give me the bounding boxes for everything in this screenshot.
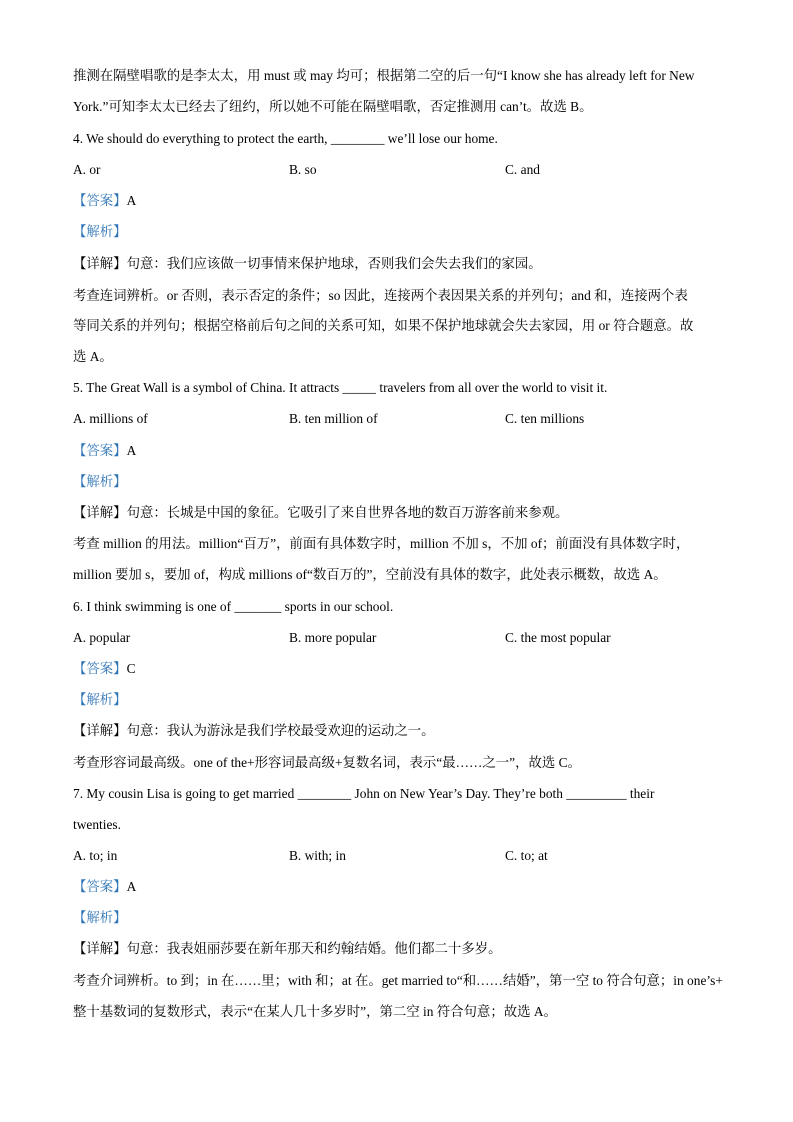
analysis-label: 【解析】 [73, 474, 127, 489]
answer-value: A [126, 193, 137, 208]
question-5-explanation-2: million 要加 s，要加 of，构成 millions of“数百万的”，空前没有具体的数字，此处表示概数，故选 A。 [73, 567, 667, 582]
answer-label: 【答案】 [73, 661, 127, 676]
question-6-analysis-label [73, 692, 725, 708]
question-7-detail [73, 941, 725, 957]
detail-text: 句意：我们应该做一切事情来保护地球，否则我们会失去我们的家园。 [126, 256, 542, 271]
option-c: C. the most popular [505, 630, 611, 645]
option-b: B. ten million of [289, 411, 378, 426]
question-6-detail [73, 723, 725, 739]
answer-label: 【答案】 [73, 879, 127, 894]
question-5-answer [73, 443, 725, 459]
question-7-stem-1: 7. My cousin Lisa is going to get married ________ John on New Year’s Day. They’re both _________ their [73, 786, 655, 801]
question-7-analysis-label [73, 910, 725, 926]
option-c: C. ten millions [505, 411, 585, 426]
intro-line-2: York.”可知李太太已经去了纽约，所以她不可能在隔壁唱歌，否定推测用 can’t。故选 B。 [73, 99, 593, 114]
detail-label: 【详解】 [73, 256, 127, 271]
detail-label: 【详解】 [73, 505, 127, 520]
question-6-explanation-1: 考查形容词最高级。one of the+形容词最高级+复数名词，表示“最……之一”，故选 C。 [73, 755, 581, 770]
question-4-detail [73, 256, 725, 272]
answer-value: C [126, 661, 136, 676]
option-a: A. millions of [73, 411, 148, 426]
question-4-explanation-3: 选 A。 [73, 349, 113, 364]
question-5-stem: 5. The Great Wall is a symbol of China. It attracts _____ travelers from all over the world to visit it. [73, 380, 608, 395]
question-7-answer [73, 879, 725, 895]
intro-line-1: 推测在隔壁唱歌的是李太太，用 must 或 may 均可；根据第二空的后一句“I know she has already left for New [73, 68, 695, 83]
option-a: A. popular [73, 630, 131, 645]
detail-text: 句意：我表姐丽莎要在新年那天和约翰结婚。他们都二十多岁。 [126, 941, 502, 956]
question-4-explanation-1: 考查连词辨析。or 否则，表示否定的条件；so 因此，连接两个表因果关系的并列句；and 和，连接两个表 [73, 288, 688, 303]
option-c: C. to; at [505, 848, 548, 863]
option-a: A. or [73, 162, 101, 177]
detail-text: 句意：长城是中国的象征。它吸引了来自世界各地的数百万游客前来参观。 [126, 505, 569, 520]
detail-label: 【详解】 [73, 723, 127, 738]
question-4-stem: 4. We should do everything to protect the earth, ________ we’ll lose our home. [73, 131, 498, 146]
question-4-answer [73, 193, 725, 209]
question-5-analysis-label [73, 474, 725, 490]
answer-value: A [126, 443, 137, 458]
question-7-explanation-2: 整十基数词的复数形式，表示“在某人几十多岁时”，第二空 in 符合句意；故选 A。 [73, 1004, 557, 1019]
question-6-stem: 6. I think swimming is one of _______ sports in our school. [73, 599, 394, 614]
question-5-detail [73, 505, 725, 521]
option-b: B. more popular [289, 630, 377, 645]
analysis-label: 【解析】 [73, 224, 127, 239]
answer-value: A [126, 879, 137, 894]
answer-label: 【答案】 [73, 193, 127, 208]
analysis-label: 【解析】 [73, 692, 127, 707]
question-6-answer [73, 661, 725, 677]
answer-label: 【答案】 [73, 443, 127, 458]
question-7-explanation-1: 考查介词辨析。to 到；in 在……里；with 和；at 在。get married to“和……结婚”，第一空 to 符合句意；in one’s+ [73, 973, 723, 988]
option-a: A. to; in [73, 848, 118, 863]
option-b: B. so [289, 162, 317, 177]
analysis-label: 【解析】 [73, 910, 127, 925]
detail-label: 【详解】 [73, 941, 127, 956]
question-7-stem-2: twenties. [73, 817, 121, 832]
question-5-explanation-1: 考查 million 的用法。million“百万”，前面有具体数字时，million 不加 s，不加 of；前面没有具体数字时， [73, 536, 690, 551]
question-4-analysis-label [73, 224, 725, 240]
question-4-explanation-2: 等同关系的并列句；根据空格前后句之间的关系可知，如果不保护地球就会失去家园，用 or 符合题意。故 [73, 318, 694, 333]
option-c: C. and [505, 162, 540, 177]
detail-text: 句意：我认为游泳是我们学校最受欢迎的运动之一。 [126, 723, 435, 738]
option-b: B. with; in [289, 848, 346, 863]
